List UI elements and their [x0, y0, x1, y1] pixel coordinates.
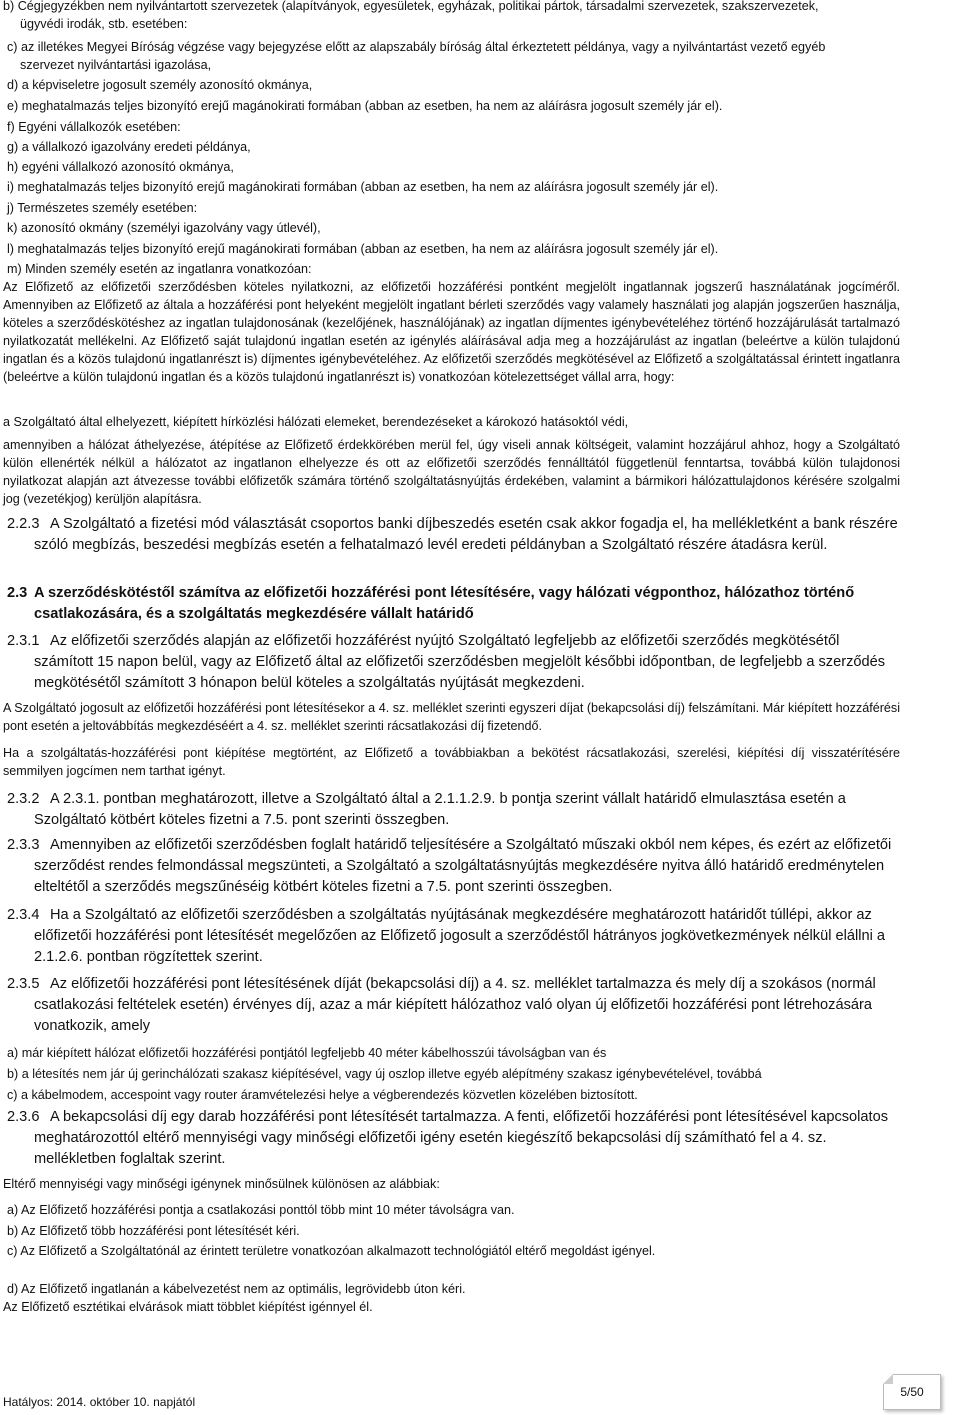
section-text-2-3-6: A bekapcsolási díj egy darab hozzáférési pont létesítését tartalmazza. A fenti, előfizetői hozzáférési pont létesítésével kapcsolatos meghatározottól eltérő mennyiségi vagy minőségi előfizetői igény esetén kiegészítő bekapcsolási díj számítható fel a 4. sz. mellékletben foglaltak szerint.: [34, 1109, 888, 1167]
text-line: c) az illetékes Megyei Bíróság végzése vagy bejegyzése előtt az alapszabály bíróság által érkeztetett példánya, vagy a nyilvántartást vezető egyéb: [7, 40, 826, 54]
paragraph-no-refund: Ha a szolgáltatás-hozzáférési pont kiépítése megtörtént, az Előfizető a továbbiakban a bekötést rácsatlakozási, szerelési, kiépítési díj visszatérítésére semmilyen jogcímen nem tarthat igényt.: [3, 746, 900, 778]
footer-valid-from: Hatályos: 2014. október 10. napjától: [3, 1395, 196, 1409]
section-text-2-3-4: Ha a Szolgáltató az előfizetői szerződésben a szolgáltatás nyújtásának megkezdésére meghatározott határidőt túllépi, akkor az előfizetői hozzáférési pont létesítését megelőzően az Előfizető jogosult a szerződéstől hátrányos jogkövetkezmények nélkül elállni a 2.1.2.6. pontban rögzítettek szerint.: [34, 907, 885, 965]
list-item: a) már kiépített hálózat előfizetői hozzáférési pontjától legfeljebb 40 méter kábelhosszúi távolságban van és: [7, 1046, 607, 1060]
page-number: 5/50: [900, 1385, 924, 1399]
section-number: 2.3.3: [7, 837, 40, 853]
page-fold-icon: [883, 1374, 893, 1384]
text-line: b) Cégjegyzékben nem nyilvántartott szervezetek (alapítványok, egyesületek, egyházak, politikai pártok, társadalmi szervezetek, szakszervezetek,: [3, 0, 819, 13]
section-number: 2.3.2: [7, 791, 40, 807]
text-line: szervezet nyilvántartási igazolása,: [20, 58, 212, 72]
paragraph-network-protection: a Szolgáltató által elhelyezett, kiépített hírközlési hálózati elemeket, berendezéseket a károkozó hatásoktól védi,: [3, 415, 629, 429]
text-line: j) Természetes személy esetében:: [7, 201, 198, 215]
text-line: k) azonosító okmány (személyi igazolvány vagy útlevél),: [7, 221, 321, 235]
section-heading-2-3: A szerződéskötéstől számítva az előfizetői hozzáférési pont létesítésére, vagy hálózati végponthoz, hálózathoz történő csatlakozására, és a szolgáltatás megkezdésére vállalt határidő: [34, 585, 855, 622]
text-line: m) Minden személy esetén az ingatlanra vonatkozóan:: [7, 262, 312, 276]
section-number: 2.3.1: [7, 633, 40, 649]
page-number-box: [883, 1374, 941, 1410]
list-item: b) a létesítés nem jár új gerinchálózati szakasz kiépítésével, vagy új oszlop illetve egyéb alépítmény szakasz igénybevételével, továbbá: [7, 1067, 762, 1081]
paragraph-property-declaration: Az Előfizető az előfizetői szerződésben köteles nyilatkozni, az előfizetői hozzáférési pontként megjelölt ingatlannak jogszerű használatának jogcíméről. Amennyiben az Előfizető az általa a hozzáférési pont helyeként megjelölt ingatlant bérleti szerződés vagy valamely használati jog alapján jogszerűen használja, köteles a szerződéskötéshez az ingatlan tulajdonosának (kezelőjének, használójának) az ingatlan díjmentes igénybevételéhez történő hozzájárulását tartalmazó nyilatkozatát mellékelni. Az Előfizető saját tulajdonú ingatlan esetén az igénylés aláírásával adja meg a hozzájárulást az ingatlan (beleértve a külön tulajdonú ingatlan és a közös tulajdonú ingatlanrészt is) díjmentes igénybevételéhez. Az előfizetői szerződés megkötésével az Előfizető a szolgáltatással érintett ingatlanra (beleértve a külön tulajdonú ingatlan és a közös tulajdonú ingatlanrészt is) vonatkozóan kötelezettséget vállal arra, hogy:: [3, 280, 900, 384]
section-text-2-3-1: Az előfizetői szerződés alapján az előfizetői hozzáférést nyújtó Szolgáltató legfeljebb az előfizetői szerződés megkötésétől számított 15 napon belül, vagy az Előfizető által az előfizetői szerződésben megjelölt későbbi időpontban, de legfeljebb a szerződés megkötésétől számított 3 hónapon belül köteles a szolgáltatás nyújtását megkezdeni.: [34, 633, 886, 691]
list-item: Az Előfizető esztétikai elvárások miatt többlet kiépítést igénnyel él.: [3, 1300, 373, 1314]
section-number: 2.3.4: [7, 907, 40, 923]
text-line: e) meghatalmazás teljes bizonyító erejű magánokirati formában (abban az esetben, ha nem az aláírásra jogosult személy jár el).: [7, 99, 723, 113]
text-line: ügyvédi irodák, stb. esetében:: [20, 17, 188, 31]
paragraph-connection-fee: A Szolgáltató jogosult az előfizetői hozzáférési pont létesítésekor a 4. sz. melléklet szerinti egyszeri díjat (bekapcsolási díj) felszámítani. Már kiépített hozzáférési pont esetén a jeltovábbítás megkezdéséért a 4. sz. melléklet szerinti rácsatlakozási díj fizetendő.: [3, 701, 900, 733]
section-number: 2.3.5: [7, 976, 40, 992]
text-line: i) meghatalmazás teljes bizonyító erejű magánokirati formában (abban az esetben, ha nem az aláírásra jogosult személy jár el).: [7, 180, 719, 194]
list-item: c) a kábelmodem, accespoint vagy router áramvételezési helye a végberendezés közvetlen közelében biztosított.: [7, 1088, 638, 1102]
section-number: 2.3.6: [7, 1109, 40, 1125]
section-text-2-2-3: A Szolgáltató a fizetési mód választását csoportos banki díjbeszedés esetén csak akkor fogadja el, ha mellékletként a bank részére szóló megbízás, beszedési megbízás esetén a felhatalmazó levél eredeti példányban a Szolgáltató részére átadásra kerül.: [34, 516, 898, 553]
list-item: b) Az Előfizető több hozzáférési pont létesítését kéri.: [7, 1224, 300, 1238]
text-line: d) a képviseletre jogosult személy azonosító okmánya,: [7, 78, 313, 92]
section-text-2-3-5: Az előfizetői hozzáférési pont létesítésének díját (bekapcsolási díj) a 4. sz. melléklet tartalmazza és mely díj a szokásos (normál csatlakozási feltételek esetén) érvényes díj, azaz a már kiépített hálózathoz való olyan új előfizetői hozzáférési pont létrehozására vonatkozik, amely: [34, 976, 876, 1034]
text-line: f) Egyéni vállalkozók esetében:: [7, 120, 181, 134]
list-item: a) Az Előfizető hozzáférési pontja a csatlakozási ponttól több mint 10 méter távolságra van.: [7, 1203, 515, 1217]
paragraph-different-demand: Eltérő mennyiségi vagy minőségi igénynek minősülnek különösen az alábbiak:: [3, 1177, 440, 1191]
text-line: l) meghatalmazás teljes bizonyító erejű magánokirati formában (abban az esetben, ha nem az aláírásra jogosult személy jár el).: [7, 242, 719, 256]
section-number: 2.3: [7, 585, 28, 601]
section-number: 2.2.3: [7, 516, 40, 532]
section-text-2-3-2: A 2.3.1. pontban meghatározott, illetve a Szolgáltató által a 2.1.1.2.9. b pontja szerint vállalt határidő elmulasztása esetén a Szolgáltató kötbért köteles fizetni a 7.5. pont szerinti összegben.: [34, 791, 846, 828]
paragraph-network-relocation: amennyiben a hálózat áthelyezése, átépítése az Előfizető érdekkörében merül fel, úgy viseli annak költségeit, valamint hozzájárul ahhoz, hogy a Szolgáltató külön ellenérték nélkül a hálózatot az ingatlanon elhelyezze és ott az előfizetői szerződés fennálltától függetlenül fenntartsa, továbbá külön tulajdonosi nyilatkozat alapján azt átvezesse további előfizetők számára történő szolgáltatásnyújtás érdekében, valamint a bármikori hálózattulajdonos kérésére szolgalmi jog (vezetékjog) kerüljön alapításra.: [3, 438, 900, 506]
section-text-2-3-3: Amennyiben az előfizetői szerződésben foglalt határidő teljesítésére a Szolgáltató műszaki okból nem képes, és ezért az előfizetői szerződést rendes felmondással megszünteti, a Szolgáltató a szolgáltatásnyújtás megkezdésére nyitva álló határidő eredménytelen elteltétől a szerződés megszűnéséig kötbért köteles fizetni a 7.5. pont szerinti összegben.: [34, 837, 892, 895]
list-item: c) Az Előfizető a Szolgáltatónál az érintett területre vonatkozóan alkalmazott technológiától eltérő megoldást igényel.: [7, 1244, 656, 1258]
text-line: h) egyéni vállalkozó azonosító okmánya,: [7, 160, 234, 174]
text-line: g) a vállalkozó igazolvány eredeti példánya,: [7, 140, 251, 154]
list-item: d) Az Előfizető ingatlanán a kábelvezetést nem az optimális, legrövidebb úton kéri.: [7, 1282, 466, 1296]
